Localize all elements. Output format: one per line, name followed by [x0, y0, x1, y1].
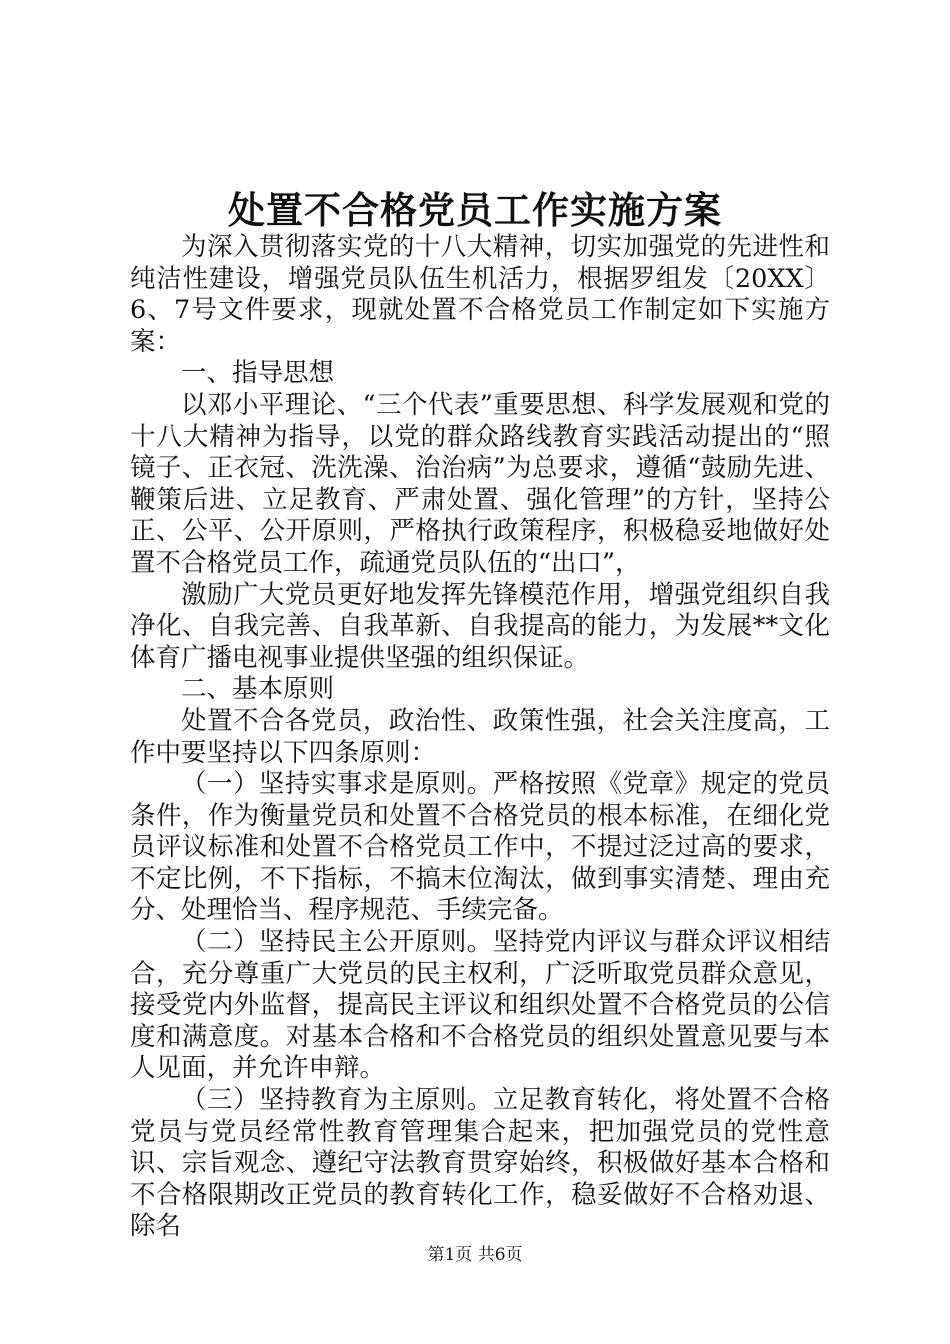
guiding-ideology-paragraph: 以邓小平理论、“三个代表”重要思想、科学发展观和党的十八大精神为指导，以党的群众路线教育实践活动提出的“照镜子、正衣冠、洗洗澡、治治病”为总要求，遵循“鼓励先进、鞭策后进、立足教育、严肃处置、强化管理”的方针，坚持公正、公平、公开原则，严格执行政策程序，积极稳妥地做好处置不合格党员工作，疏通党员队伍的“出口”， — [130, 389, 830, 578]
section-heading-basic-principles: 二、基本原则 — [181, 674, 335, 705]
page-footer: 第1页 共6页 — [427, 1245, 523, 1265]
principle-two-paragraph: （二）坚持民主公开原则。坚持党内评议与群众评议相结合，充分尊重广大党员的民主权利，广泛听取党员群众意见，接受党内外监督，提高民主评议和组织处置不合格党员的公信度和满意度。对基本合格和不合格党员的组织处置意见要与本人见面，并允许申辩。 — [130, 927, 830, 1084]
guiding-ideology-paragraph-continued: 激励广大党员更好地发挥先锋模范作用，增强党组织自我净化、自我完善、自我革新、自我提高的能力，为发展**文化体育广播电视事业提供坚强的组织保证。 — [130, 579, 830, 673]
document-body — [130, 232, 830, 1243]
basic-principles-intro: 处置不合各党员，政治性、政策性强，社会关注度高，工作中要坚持以下四条原则： — [130, 705, 830, 768]
document-title: 处置不合格党员工作实施方案 — [228, 188, 722, 232]
principle-one-paragraph: （一）坚持实事求是原则。严格按照《党章》规定的党员条件，作为衡量党员和处置不合格党员的根本标准，在细化党员评议标准和处置不合格党员工作中，不提过泛过高的要求，不定比例，不下指标，不搞末位淘汰，做到事实清楚、理由充分、处理恰当、程序规范、手续完备。 — [130, 769, 830, 926]
principle-three-paragraph: （三）坚持教育为主原则。立足教育转化，将处置不合格党员与党员经常性教育管理集合起来，把加强党员的党性意识、宗旨观念、遵纪守法教育贯穿始终，积极做好基本合格和不合格限期改正党员的教育转化工作，稳妥做好不合格劝退、除名 — [130, 1085, 830, 1242]
intro-paragraph: 为深入贯彻落实党的十八大精神，切实加强党的先进性和纯洁性建设，增强党员队伍生机活力，根据罗组发〔20XX〕6、7号文件要求，现就处置不合格党员工作制定如下实施方案： — [130, 232, 830, 357]
section-heading-guiding-ideology: 一、指导思想 — [181, 358, 335, 389]
